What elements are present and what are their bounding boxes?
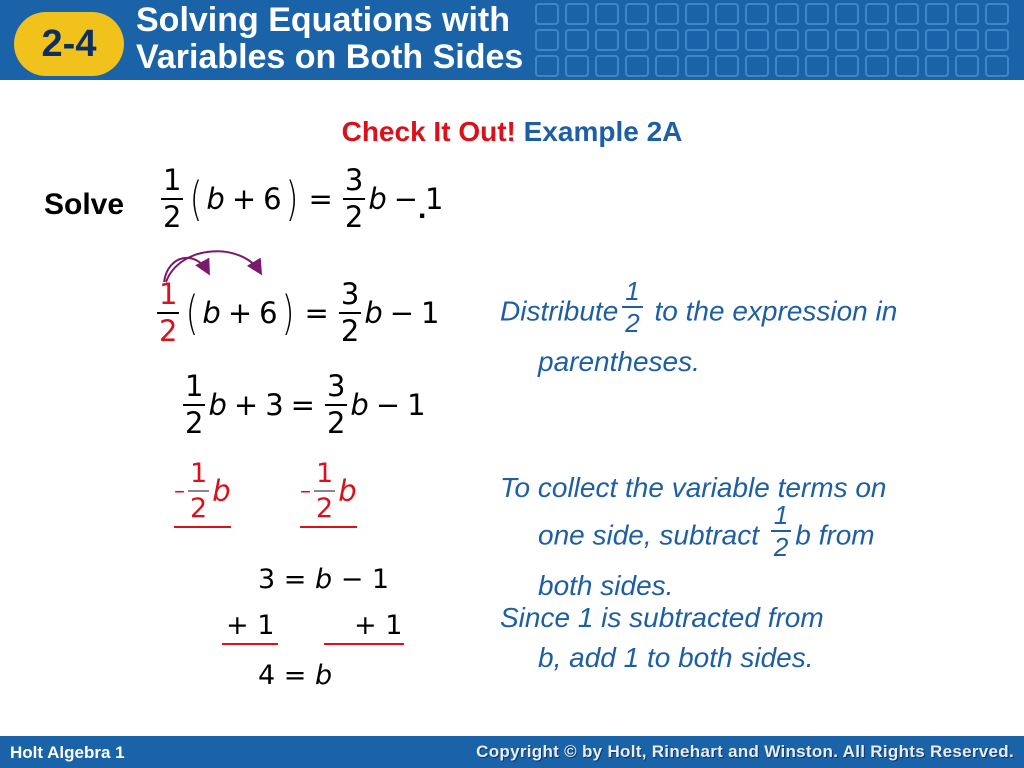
minus-sign: –: [174, 478, 185, 504]
variable-b: b: [212, 474, 231, 508]
step-2-equation: [180, 369, 426, 440]
note-collect-line2-pre: one side, subtract: [538, 519, 767, 551]
variable-b: b: [206, 182, 225, 216]
note-distribute-line2: parentheses.: [538, 346, 700, 377]
open-paren: (: [186, 286, 199, 340]
step-3-right: − 1: [332, 564, 390, 595]
variable-b: b: [208, 388, 227, 422]
solution-left: 4 =: [258, 660, 315, 691]
variable-b: b: [368, 182, 387, 216]
note-distribute: [500, 276, 1010, 382]
fraction-one-half: $\frac{1}{2}$: [316, 458, 334, 524]
plus-sign: +: [233, 388, 259, 422]
solve-label: Solve: [44, 188, 125, 221]
number-three: 3: [265, 388, 284, 422]
minus-sign: −: [389, 296, 415, 330]
note-add-one-line2: b, add 1 to both sides.: [538, 642, 814, 673]
variable-b: b: [314, 564, 333, 595]
plus-sign: +: [227, 296, 253, 330]
check-it-out-label: Check It Out!: [341, 116, 516, 147]
variable-b: b: [364, 296, 383, 330]
equals-sign: =: [290, 388, 315, 422]
lesson-badge: 2-4: [14, 12, 124, 76]
footer-copyright: Copyright © by Holt, Rinehart and Winston. All Rights Reserved.: [476, 742, 1014, 761]
minus-sign: −: [375, 388, 401, 422]
note-add-one: [500, 598, 1010, 678]
variable-b: b: [350, 388, 369, 422]
fraction-three-halves: $\frac{3}{2}$: [326, 369, 346, 440]
add-one-right: + 1: [324, 610, 404, 645]
close-paren: ): [281, 286, 294, 340]
equals-sign: =: [304, 296, 329, 330]
note-collect-line2-post: b from: [795, 519, 875, 551]
note-collect-line2: [500, 500, 1010, 566]
variable-b: b: [338, 474, 357, 508]
fraction-one-half: $\frac{1}{2}$: [185, 369, 204, 440]
open-paren: (: [190, 172, 203, 226]
number-one: 1: [407, 388, 426, 422]
lesson-title: [136, 2, 523, 76]
note-distribute-pre: Distribute: [500, 295, 619, 327]
close-paren: ): [285, 172, 298, 226]
note-add-one-line1: Since 1 is subtracted from: [500, 602, 824, 633]
number-one: 1: [421, 296, 440, 330]
subtract-half-b-right: [300, 460, 357, 528]
minus-sign: –: [300, 478, 311, 504]
variable-b: b: [314, 660, 333, 691]
note-fraction-one-half: $\frac{1}{2}$: [622, 278, 642, 336]
lesson-title-line1: Solving Equations with: [136, 1, 510, 39]
variable-b: b: [202, 296, 221, 330]
period: .: [418, 192, 427, 225]
example-label: Example 2A: [523, 116, 683, 147]
equals-sign: =: [308, 182, 333, 216]
fraction-one-half: $\frac{1}{2}$: [190, 458, 208, 524]
subtract-half-b-left: [174, 460, 231, 528]
step-3-equation: [258, 564, 389, 595]
number-six: 6: [259, 296, 278, 330]
number-one: 1: [425, 182, 444, 216]
lesson-title-line2: Variables on Both Sides: [136, 38, 524, 76]
footer-book-title: Holt Algebra 1: [10, 743, 125, 762]
header-banner: [0, 0, 1024, 80]
fraction-three-halves: $\frac{3}{2}$: [344, 163, 364, 234]
number-six: 6: [263, 182, 282, 216]
step-1-equation: [154, 277, 440, 348]
problem-equation: [158, 163, 444, 234]
solution-equation: [258, 660, 332, 691]
header-grid-pattern: [530, 0, 1024, 80]
fraction-one-half-highlighted: $\frac{1}{2}$: [159, 277, 178, 348]
minus-sign: −: [393, 182, 419, 216]
note-collect-line3: both sides.: [538, 570, 674, 601]
note-fraction-one-half: $\frac{1}{2}$: [771, 502, 791, 560]
note-collect: [500, 468, 1010, 606]
note-distribute-post: to the expression in: [646, 295, 898, 327]
plus-sign: +: [231, 182, 257, 216]
fraction-three-halves: $\frac{3}{2}$: [340, 277, 360, 348]
slide-heading: [0, 116, 1024, 148]
footer-bar: [0, 736, 1024, 768]
fraction-one-half: $\frac{1}{2}$: [163, 163, 182, 234]
add-one-left: + 1: [222, 610, 278, 645]
step-3-left: 3 =: [258, 564, 315, 595]
note-collect-line1: To collect the variable terms on: [500, 472, 887, 503]
